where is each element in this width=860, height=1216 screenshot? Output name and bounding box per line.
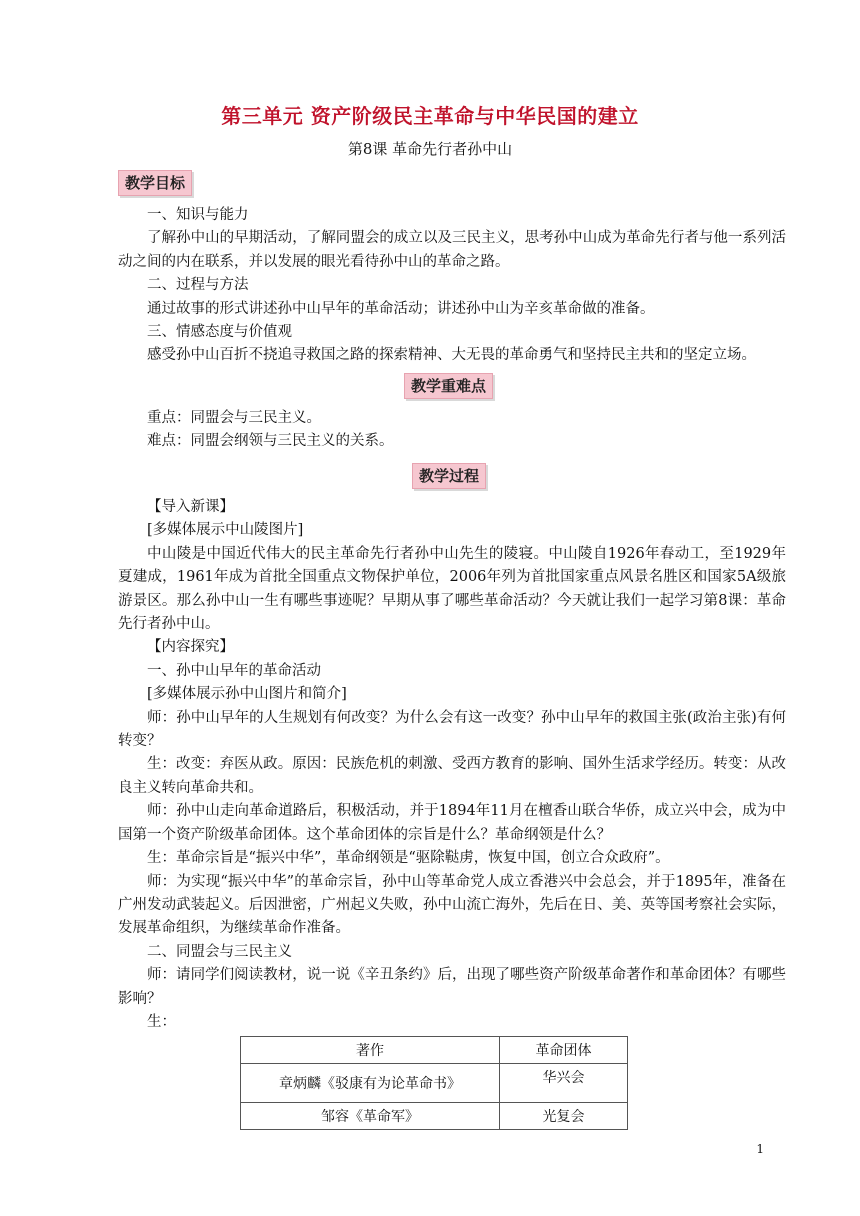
student-answer-4: 生： <box>147 1013 176 1030</box>
keypoint-difficulty: 难点：同盟会纲领与三民主义的关系。 <box>147 433 394 450</box>
table-cell: 光复会 <box>500 1103 628 1130</box>
table-row <box>241 1064 628 1103</box>
objective-heading-2: 二、过程与方法 <box>147 277 249 294</box>
intro-paragraph: 中山陵是中国近代伟大的民主革命先行者孙中山先生的陵寝。中山陵自1926年春动工，至1929年夏建成，1961年成为首批全国重点文物保护单位，2006年列为首批国家重点风景名胜区和国家5A级旅游景区。那么孙中山一生有哪些事迹呢？早期从事了哪些革命活动？今天就让我们一起学习第8课：革命先行者孙中山。 <box>118 545 786 633</box>
objective-text-1: 了解孙中山的早期活动，了解同盟会的成立以及三民主义，思考孙中山成为革命先行者与他一系列活动之间的内在联系，并以发展的眼光看待孙中山的革命之路。 <box>118 230 786 270</box>
objective-text-3: 感受孙中山百折不挠追寻救国之路的探索精神、大无畏的革命勇气和坚持民主共和的坚定立场。 <box>147 347 756 364</box>
process-heading: 教学过程 <box>412 463 486 489</box>
teacher-statement-3: 师：为实现“振兴中华”的革命宗旨，孙中山等革命党人成立香港兴中会总会，并于1895年，准备在广州发动武装起义。后因泄密，广州起义失败，孙中山流亡海外，先后在日、美、英等国考察社会实际，发展革命组织，为继续革命作准备。 <box>118 873 786 937</box>
table-row <box>241 1103 628 1130</box>
keypoint-focus: 重点：同盟会与三民主义。 <box>147 410 321 426</box>
explore-heading: 【内容探究】 <box>147 639 234 656</box>
teacher-question-2: 师：孙中山走向革命道路后，积极活动，并于1894年11月在檀香山联合华侨，成立兴中会，成为中国第一个资产阶级革命团体。这个革命团体的宗旨是什么？革命纲领是什么？ <box>118 803 786 843</box>
intro-heading: 【导入新课】 <box>147 499 234 515</box>
table-header-groups: 革命团体 <box>500 1037 628 1064</box>
section-one-heading: 一、孙中山早年的革命活动 <box>147 662 321 679</box>
unit-title: 第三单元 资产阶级民主革命与中华民国的建立 <box>221 104 639 128</box>
page-number: 1 <box>756 1142 764 1156</box>
table-cell: 邹容《革命军》 <box>241 1103 500 1130</box>
keypoints-section <box>118 407 786 454</box>
student-answer-2: 生：革命宗旨是“振兴中华”，革命纲领是“驱除鞑虏，恢复中国，创立合众政府”。 <box>147 850 670 867</box>
works-table <box>240 1036 628 1130</box>
teacher-question-1: 师：孙中山早年的人生规划有何改变？为什么会有这一改变？孙中山早年的救国主张(政治主张)有何转变？ <box>118 709 786 750</box>
keypoints-heading: 教学重难点 <box>404 373 493 399</box>
section-two-heading: 二、同盟会与三民主义 <box>147 943 292 960</box>
table-cell: 章炳麟《驳康有为论革命书》 <box>241 1064 500 1103</box>
lesson-title: 第8课 革命先行者孙中山 <box>347 140 513 158</box>
objectives-heading: 教学目标 <box>118 170 192 196</box>
table-cell: 华兴会 <box>500 1064 628 1103</box>
intro-media-note: [多媒体展示中山陵图片] <box>147 522 304 539</box>
table-header-works: 著作 <box>241 1037 500 1064</box>
table-header-row <box>241 1037 628 1064</box>
objective-text-2: 通过故事的形式讲述孙中山早年的革命活动；讲述孙中山为辛亥革命做的准备。 <box>147 300 655 317</box>
objectives-section <box>118 204 786 368</box>
section-one-media-note: [多媒体展示孙中山图片和简介] <box>147 686 347 703</box>
objective-heading-1: 一、知识与能力 <box>147 207 249 223</box>
process-section <box>118 496 786 1034</box>
student-answer-1: 生：改变：弃医从政。原因：民族危机的刺激、受西方教育的影响、国外生活求学经历。转变：从改良主义转向革命共和。 <box>118 756 786 796</box>
objective-heading-3: 三、情感态度与价值观 <box>147 324 292 341</box>
teacher-question-4: 师：请同学们阅读教材，说一说《辛丑条约》后，出现了哪些资产阶级革命著作和革命团体？有哪些影响？ <box>118 967 786 1007</box>
